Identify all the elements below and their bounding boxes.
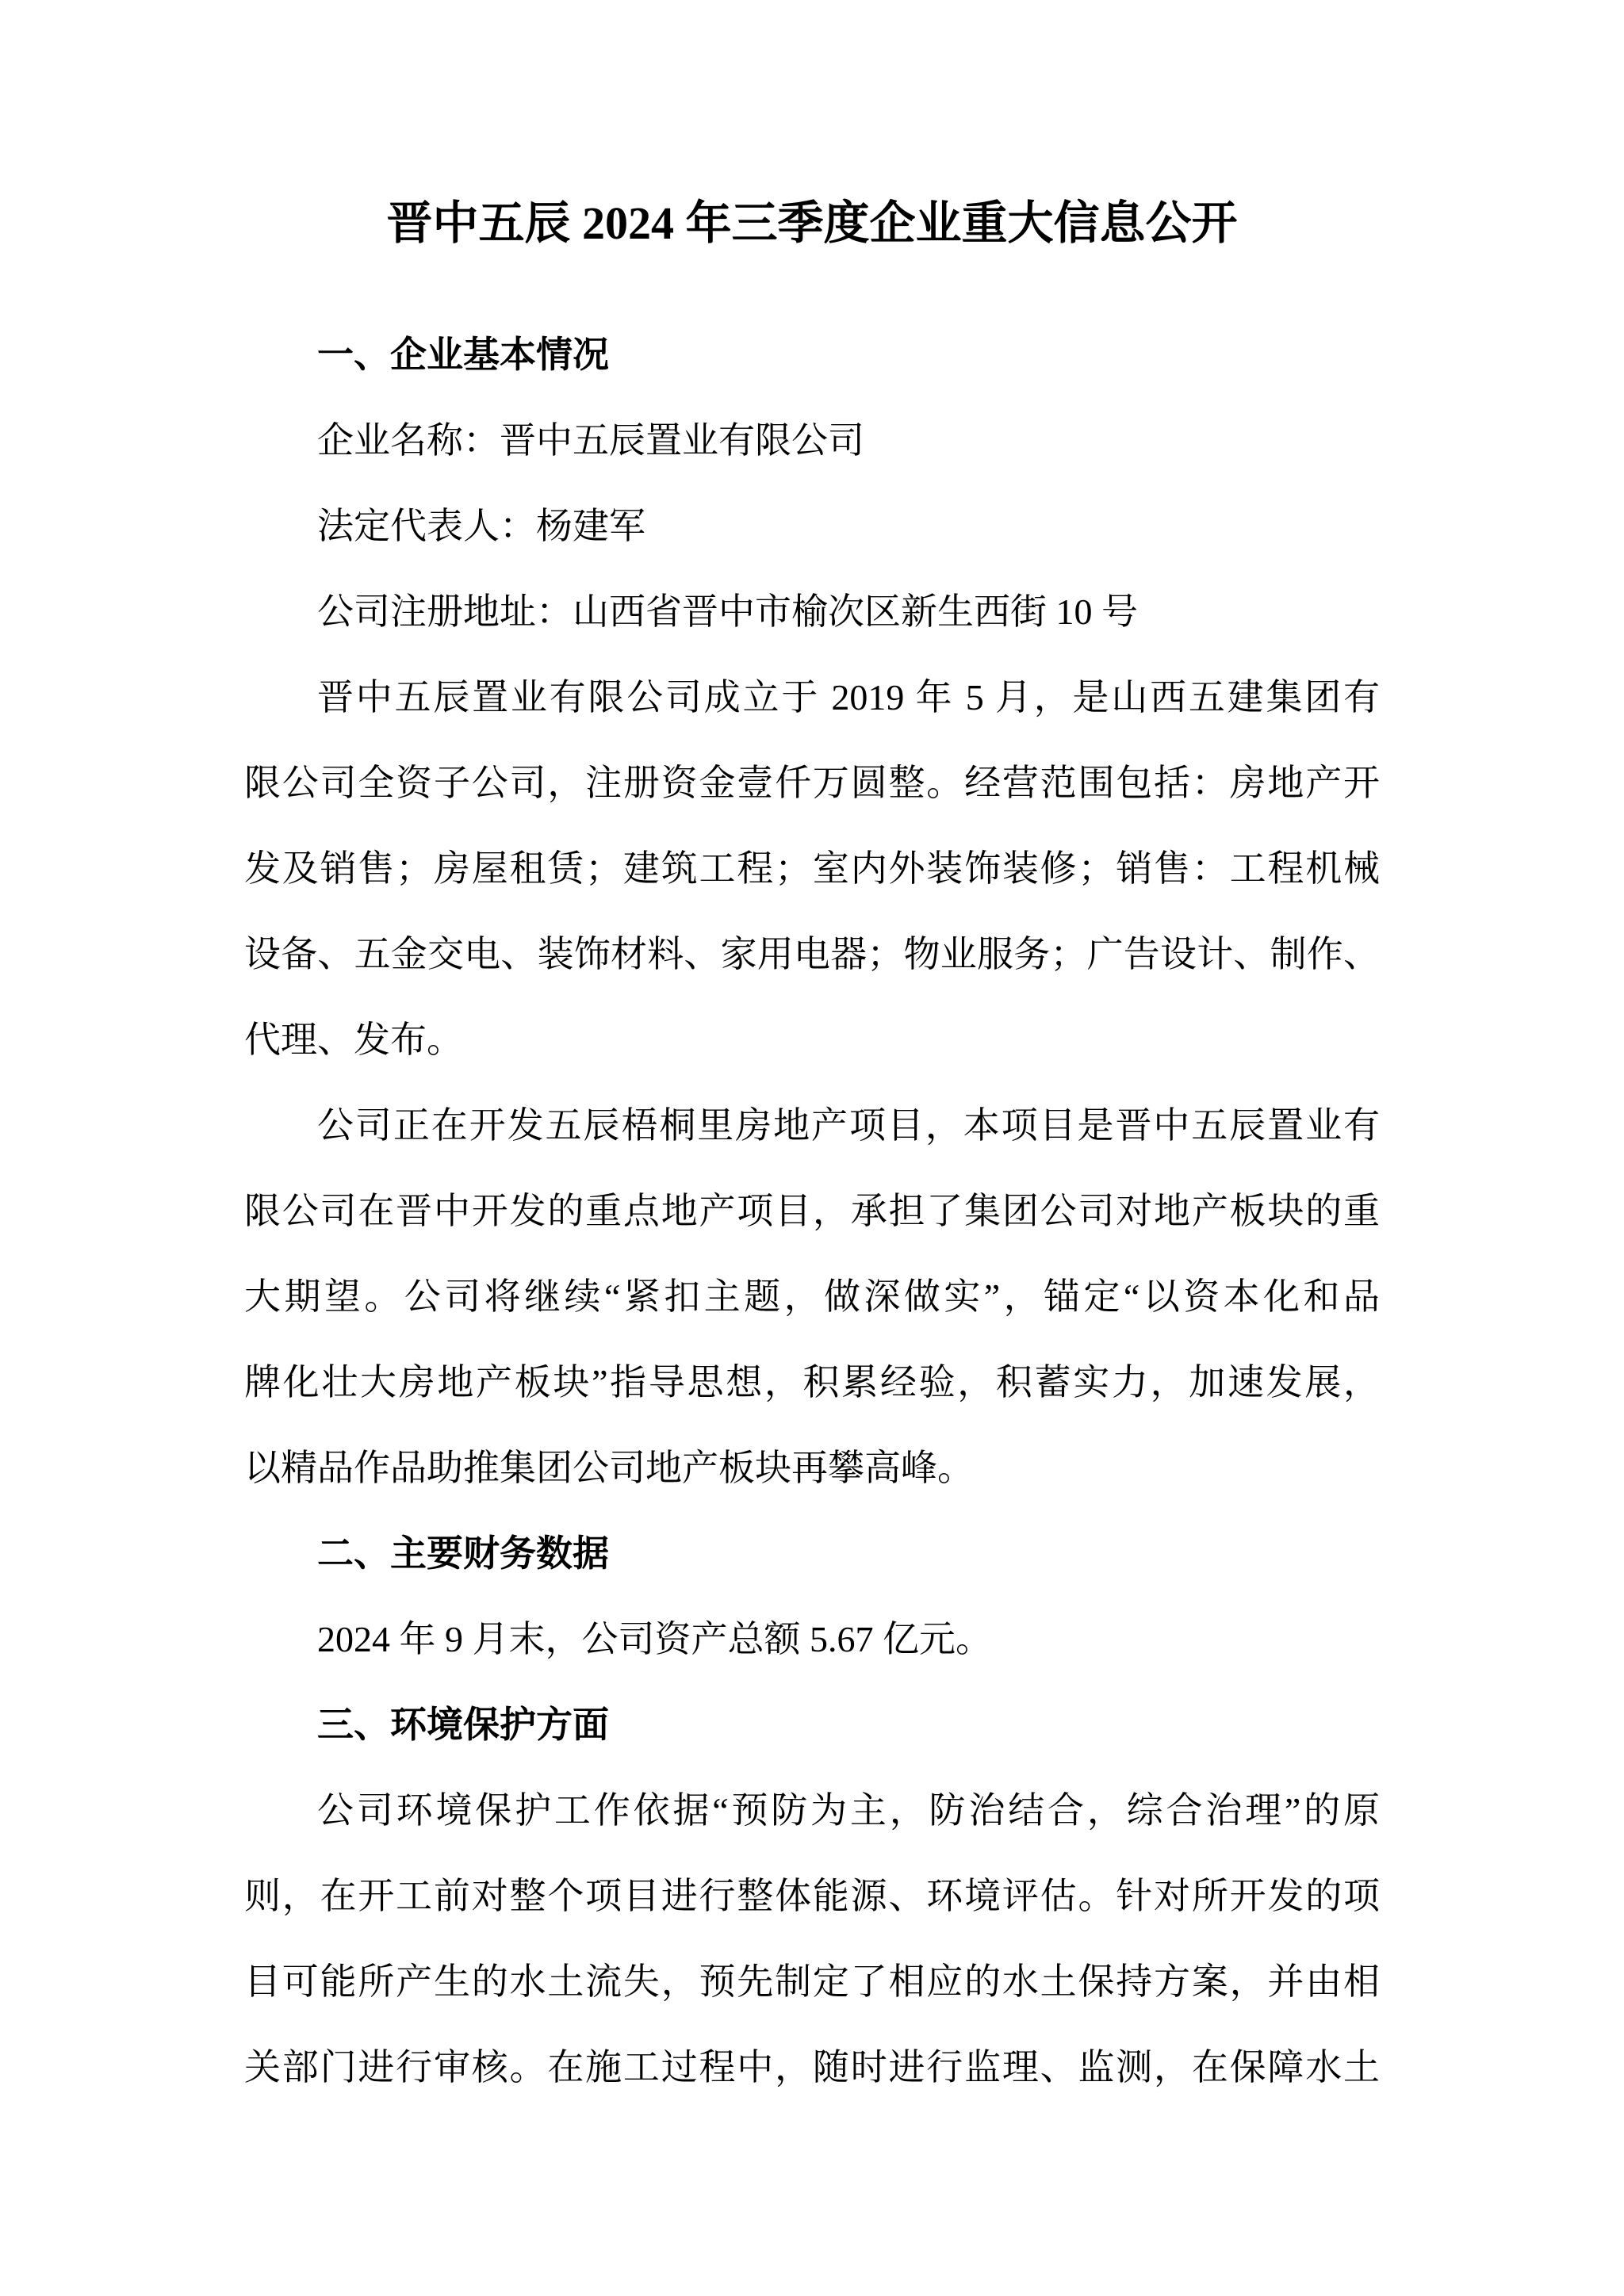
text-line: 代理、发布。	[244, 1020, 463, 1060]
document-body	[244, 312, 1380, 2110]
text-line: 牌化壮大房地产板块”指导思想，积累经验，积蓄实力，加速发展，	[244, 1362, 1380, 1402]
text-line: 公司注册地址：山西省晋中市榆次区新生西街 10 号	[317, 591, 1138, 632]
text-line: 大期望。公司将继续“紧扣主题，做深做实”，锚定“以资本化和品	[244, 1276, 1380, 1317]
section-heading: 一、企业基本情况	[317, 335, 609, 375]
text-line: 企业名称：晋中五辰置业有限公司	[317, 420, 864, 461]
text-line: 则，在开工前对整个项目进行整体能源、环境评估。针对所开发的项	[244, 1876, 1380, 1916]
section-heading: 二、主要财务数据	[317, 1533, 609, 1574]
text-line: 发及销售；房屋租赁；建筑工程；室内外装饰装修；销售：工程机械	[244, 848, 1380, 889]
section-heading: 三、环境保护方面	[317, 1705, 609, 1745]
text-line: 公司环境保护工作依据“预防为主，防治结合，综合治理”的原	[317, 1790, 1380, 1831]
text-line: 限公司在晋中开发的重点地产项目，承担了集团公司对地产板块的重	[244, 1191, 1380, 1231]
text-line: 公司正在开发五辰梧桐里房地产项目，本项目是晋中五辰置业有	[317, 1105, 1380, 1146]
text-line: 2024 年 9 月末，公司资产总额 5.67 亿元。	[317, 1619, 992, 1659]
text-line: 晋中五辰置业有限公司成立于 2019 年 5 月，是山西五建集团有	[317, 677, 1380, 718]
text-line: 以精品作品助推集团公司地产板块再攀高峰。	[244, 1448, 974, 1488]
document-title: 晋中五辰 2024 年三季度企业重大信息公开	[386, 197, 1238, 249]
text-line: 设备、五金交电、装饰材料、家用电器；物业服务；广告设计、制作、	[244, 934, 1380, 974]
text-line: 关部门进行审核。在施工过程中，随时进行监理、监测，在保障水土	[244, 2047, 1380, 2087]
text-line: 法定代表人：杨建军	[317, 506, 645, 546]
text-line: 目可能所产生的水土流失，预先制定了相应的水土保持方案，并由相	[244, 1961, 1380, 2002]
text-line: 限公司全资子公司，注册资金壹仟万圆整。经营范围包括：房地产开	[244, 763, 1380, 803]
